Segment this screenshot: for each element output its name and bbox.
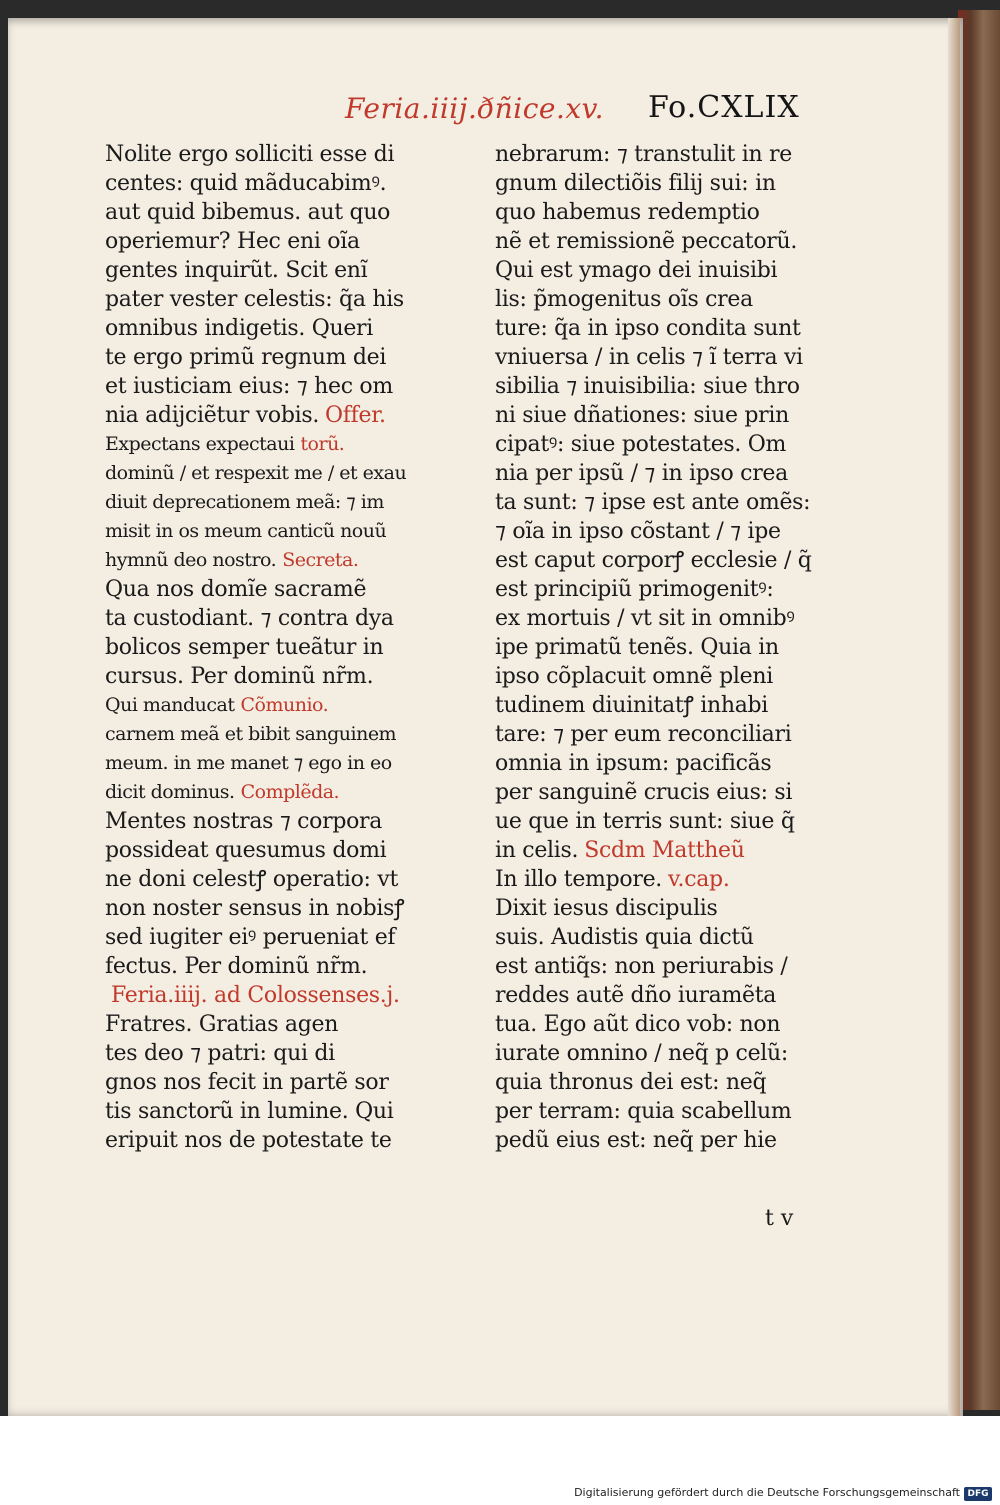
footer-bar xyxy=(0,1416,1000,1505)
text-line xyxy=(105,836,460,865)
line-text: ipe primatũ tenẽs. Quia in xyxy=(495,635,779,660)
text-line xyxy=(105,633,460,662)
text-line xyxy=(495,372,850,401)
line-text: dominũ / et respexit me / et exau xyxy=(105,462,407,484)
text-line xyxy=(495,1010,850,1039)
text-line xyxy=(105,575,460,604)
line-text: nẽ et remissionẽ peccatorũ. xyxy=(495,229,798,254)
line-text: nia adijciẽtur vobis. xyxy=(105,403,320,428)
text-line xyxy=(495,633,850,662)
text-line xyxy=(495,546,850,575)
line-text: et iusticiam eius: ⁊ hec om xyxy=(105,374,393,399)
text-line xyxy=(495,430,850,459)
line-text: tudinem diuinitatꝭ inhabi xyxy=(495,693,769,718)
text-line xyxy=(105,517,460,546)
book-edge xyxy=(958,10,1000,1410)
text-line xyxy=(495,865,850,894)
left-column xyxy=(105,140,460,1155)
rubric-text: Offer. xyxy=(325,403,386,428)
text-line xyxy=(495,604,850,633)
line-text: sibilia ⁊ inuisibilia: siue thro xyxy=(495,374,800,399)
text-line xyxy=(105,749,460,778)
line-text: nebrarum: ⁊ transtulit in re xyxy=(495,142,792,167)
text-line xyxy=(495,807,850,836)
line-text: meum. in me manet ⁊ ego in eo xyxy=(105,752,392,774)
line-text: Qui manducat xyxy=(105,694,235,716)
line-text: ta sunt: ⁊ ipse est ante omẽs: xyxy=(495,490,811,515)
line-text: ture: q̃a in ipso condita sunt xyxy=(495,316,801,341)
text-line xyxy=(495,691,850,720)
line-text: Nolite ergo solliciti esse di xyxy=(105,142,395,167)
line-text: iurate omnino / neq̃ p celũ: xyxy=(495,1041,789,1066)
line-text: tare: ⁊ per eum reconciliari xyxy=(495,722,792,747)
text-line xyxy=(495,314,850,343)
line-text: centes: quid mãducabimꝰ. xyxy=(105,171,387,196)
rubric-text: Complẽda. xyxy=(240,781,340,803)
text-line xyxy=(495,923,850,952)
text-line xyxy=(105,430,460,459)
text-line xyxy=(495,952,850,981)
rubric-text: Feria.iiij. ad Colossenses.j. xyxy=(111,983,400,1008)
line-text: vniuersa / in celis ⁊ ĩ terra vi xyxy=(495,345,803,370)
text-line xyxy=(105,1068,460,1097)
text-line xyxy=(105,256,460,285)
line-text: ue que in terris sunt: siue q̃ xyxy=(495,809,795,834)
line-text: suis. Audistis quia dictũ xyxy=(495,925,754,950)
dfg-logo: DFG xyxy=(964,1487,992,1501)
text-line xyxy=(105,1126,460,1155)
text-line xyxy=(105,865,460,894)
line-text: nia per ipsũ / ⁊ in ipso crea xyxy=(495,461,788,486)
page-edge-shadow xyxy=(948,18,960,1416)
line-text: In illo tempore. xyxy=(495,867,662,892)
text-line xyxy=(105,923,460,952)
rubric-text: Scdm Mattheũ xyxy=(584,838,745,863)
line-text: Qui est ymago dei inuisibi xyxy=(495,258,778,283)
text-line xyxy=(105,459,460,488)
text-line xyxy=(105,546,460,575)
text-line xyxy=(495,1068,850,1097)
line-text: ni siue dñationes: siue prin xyxy=(495,403,789,428)
line-text: tis sanctorũ in lumine. Qui xyxy=(105,1099,394,1124)
text-line xyxy=(495,894,850,923)
line-text: eripuit nos de potestate te xyxy=(105,1128,392,1153)
text-line xyxy=(495,981,850,1010)
text-line xyxy=(105,807,460,836)
line-text: cipatꝰ: siue potestates. Om xyxy=(495,432,787,457)
rubric-text: v.cap. xyxy=(667,867,730,892)
text-line xyxy=(105,662,460,691)
line-text: ta custodiant. ⁊ contra dya xyxy=(105,606,394,631)
line-text: misit in os meum canticũ nouũ xyxy=(105,520,387,542)
text-line xyxy=(105,488,460,517)
line-text: pedũ eius est: neq̃ per hie xyxy=(495,1128,777,1153)
line-text: reddes autẽ dño iuramẽta xyxy=(495,983,777,1008)
line-text: ne doni celestꝭ operatio: vt xyxy=(105,867,399,892)
line-text: carnem meã et bibit sanguinem xyxy=(105,723,397,745)
text-line xyxy=(105,401,460,430)
text-line xyxy=(105,140,460,169)
folio-number: Fo.CXLIX xyxy=(648,90,800,125)
line-text: fectus. Per dominũ nr̃m. xyxy=(105,954,368,979)
text-line xyxy=(105,778,460,807)
text-line xyxy=(105,604,460,633)
line-text: est principiũ primogenitꝰ: xyxy=(495,577,774,602)
line-text: Expectans expectaui xyxy=(105,433,295,455)
text-line xyxy=(495,285,850,314)
text-line xyxy=(105,720,460,749)
line-text: pater vester celestis: q̃a his xyxy=(105,287,404,312)
line-text: possideat quesumus domi xyxy=(105,838,387,863)
text-line xyxy=(495,1039,850,1068)
line-text: in celis. xyxy=(495,838,579,863)
text-line xyxy=(105,169,460,198)
line-text: bolicos semper tueãtur in xyxy=(105,635,384,660)
text-line xyxy=(105,894,460,923)
text-line xyxy=(495,343,850,372)
line-text: gnum dilectiõis filij sui: in xyxy=(495,171,776,196)
right-column xyxy=(495,140,850,1155)
text-line xyxy=(495,459,850,488)
line-text: non noster sensus in nobisꝭ xyxy=(105,896,405,921)
line-text: omnia in ipsum: pacificãs xyxy=(495,751,772,776)
text-line xyxy=(495,575,850,604)
text-line xyxy=(495,169,850,198)
line-text: ex mortuis / vt sit in omnibꝰ xyxy=(495,606,795,631)
line-text: quo habemus redemptio xyxy=(495,200,760,225)
line-text: ⁊ oĩa in ipso cõstant / ⁊ ipe xyxy=(495,519,781,544)
line-text: sed iugiter eiꝰ perueniat ef xyxy=(105,925,396,950)
rubric-text: Secreta. xyxy=(282,549,359,571)
line-text: cursus. Per dominũ nr̃m. xyxy=(105,664,374,689)
funding-note: Digitalisierung gefördert durch die Deutsche Forschungsgemeinschaft xyxy=(574,1486,960,1499)
text-line xyxy=(105,227,460,256)
text-line xyxy=(105,1097,460,1126)
text-line xyxy=(495,517,850,546)
line-text: dicit dominus. xyxy=(105,781,235,803)
line-text: Qua nos domĩe sacramẽ xyxy=(105,577,367,602)
line-text: ipso cõplacuit omnẽ pleni xyxy=(495,664,773,689)
text-line xyxy=(495,401,850,430)
text-line xyxy=(105,1039,460,1068)
text-line xyxy=(495,488,850,517)
line-text: Dixit iesus discipulis xyxy=(495,896,718,921)
running-title: Feria.iiij.ðñice.xv. xyxy=(345,92,605,125)
line-text: Mentes nostras ⁊ corpora xyxy=(105,809,383,834)
catchword: t v xyxy=(765,1206,794,1231)
line-text: est antiq̃s: non periurabis / xyxy=(495,954,788,979)
line-text: per terram: quia scabellum xyxy=(495,1099,792,1124)
text-line xyxy=(105,198,460,227)
text-line xyxy=(105,1010,460,1039)
text-line xyxy=(495,749,850,778)
text-line xyxy=(495,778,850,807)
text-line xyxy=(105,952,460,981)
text-line xyxy=(495,662,850,691)
text-line xyxy=(495,720,850,749)
text-line xyxy=(495,140,850,169)
line-text: hymnũ deo nostro. xyxy=(105,549,277,571)
text-line xyxy=(105,372,460,401)
line-text: omnibus indigetis. Queri xyxy=(105,316,374,341)
line-text: operiemur? Hec eni oĩa xyxy=(105,229,360,254)
text-line xyxy=(105,314,460,343)
line-text: Fratres. Gratias agen xyxy=(105,1012,339,1037)
line-text: quia thronus dei est: neq̃ xyxy=(495,1070,767,1095)
line-text: gentes inquirũt. Scit enĩ xyxy=(105,258,368,283)
text-line xyxy=(105,691,460,720)
text-line xyxy=(495,227,850,256)
text-line xyxy=(495,198,850,227)
line-text: tes deo ⁊ patri: qui di xyxy=(105,1041,335,1066)
line-text: aut quid bibemus. aut quo xyxy=(105,200,391,225)
line-text: tua. Ego aũt dico vob: non xyxy=(495,1012,781,1037)
text-line xyxy=(495,256,850,285)
text-line xyxy=(495,836,850,865)
line-text: te ergo primũ regnum dei xyxy=(105,345,387,370)
text-line xyxy=(495,1097,850,1126)
line-text: per sanguinẽ crucis eius: si xyxy=(495,780,793,805)
text-line xyxy=(105,981,460,1010)
text-line xyxy=(105,285,460,314)
line-text: lis: p̃mogenitus oĩs crea xyxy=(495,287,753,312)
line-text: gnos nos fecit in partẽ sor xyxy=(105,1070,389,1095)
rubric-text: torũ. xyxy=(300,433,345,455)
text-line xyxy=(495,1126,850,1155)
text-line xyxy=(105,343,460,372)
rubric-text: Cõmunio. xyxy=(240,694,329,716)
line-text: est caput corporꝭ ecclesie / q̃ xyxy=(495,548,812,573)
line-text: diuit deprecationem meã: ⁊ im xyxy=(105,491,384,513)
